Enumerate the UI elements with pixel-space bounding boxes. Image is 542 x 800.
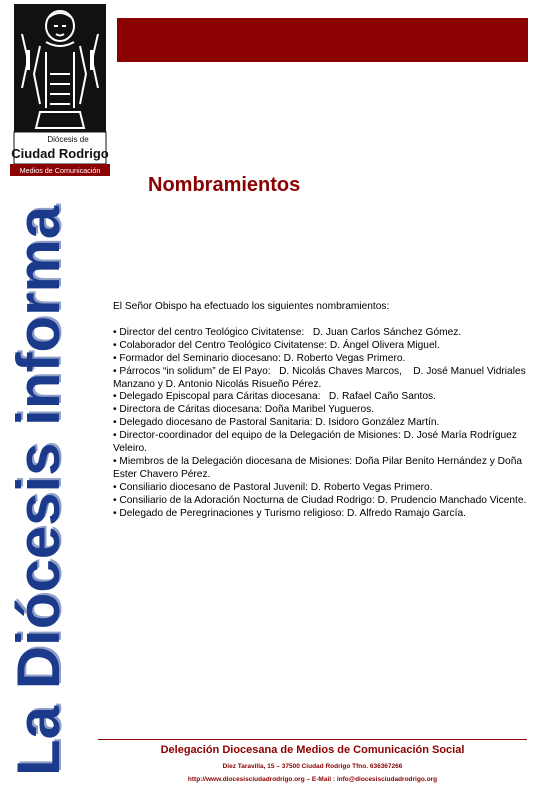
list-item: • Párrocos “in solidum” de El Payo: D. Nicolás Chaves Marcos, D. José Manuel Vidriales Manzano y D. Antonio Nicolás Risueño Pérez. — [113, 365, 529, 390]
list-item: • Directora de Cáritas diocesana: Doña Maribel Yugueros. — [113, 404, 375, 416]
appointments-content — [113, 301, 527, 521]
side-title: La Diócesis informa — [5, 205, 72, 776]
list-item: • Consiliario diocesano de Pastoral Juvenil: D. Roberto Vegas Primero. — [113, 481, 433, 493]
list-item: • Formador del Seminario diocesano: D. Roberto Vegas Primero. — [113, 352, 406, 364]
page-title: Nombramientos — [148, 174, 301, 196]
list-item: • Delegado Episcopal para Cáritas diocesana: D. Rafael Caño Santos. — [113, 391, 436, 403]
list-item: • Director del centro Teológico Civitatense: D. Juan Carlos Sánchez Gómez. — [113, 326, 462, 338]
list-item: • Miembros de la Delegación diocesana de Misiones: Doña Pilar Benito Hernández y Doña Ester Chavero Pérez. — [113, 455, 525, 480]
list-item: • Delegado de Peregrinaciones y Turismo religioso: D. Alfredo Ramajo García. — [113, 507, 466, 519]
footer-title: Delegación Diocesana de Medios de Comunicación Social — [160, 744, 465, 756]
list-item: • Consiliario de la Adoración Nocturna de Ciudad Rodrigo: D. Prudencio Manchado Vicente. — [113, 494, 527, 506]
logo-text-line1: Diócesis de — [47, 135, 89, 144]
appointments-list — [113, 327, 527, 521]
header-banner — [117, 18, 528, 62]
logo-text-line3: Medios de Comunicación — [19, 166, 101, 175]
list-item: • Delegado diocesano de Pastoral Sanitaria: D. Isidoro González Martín. — [113, 417, 440, 429]
footer-divider — [98, 739, 527, 740]
footer-address: Díez Taravilla, 15 – 37500 Ciudad Rodrigo Tfno. 636367266 — [222, 763, 403, 770]
diocese-logo — [10, 4, 110, 176]
list-item: • Director-coordinador del equipo de la Delegación de Misiones: D. José María Rodríguez Veleiro. — [113, 430, 520, 455]
intro-text: El Señor Obispo ha efectuado los siguientes nombramientos: — [113, 301, 390, 312]
logo-text-line2: Ciudad Rodrigo — [11, 146, 109, 161]
list-item: • Colaborador del Centro Teológico Civitatense: D. Ángel Olivera Miguel. — [113, 339, 440, 351]
footer-web-link[interactable]: http://www.diocesisciudadrodrigo.org – E-Mail : info@diocesisciudadrodrigo.org — [187, 776, 438, 783]
